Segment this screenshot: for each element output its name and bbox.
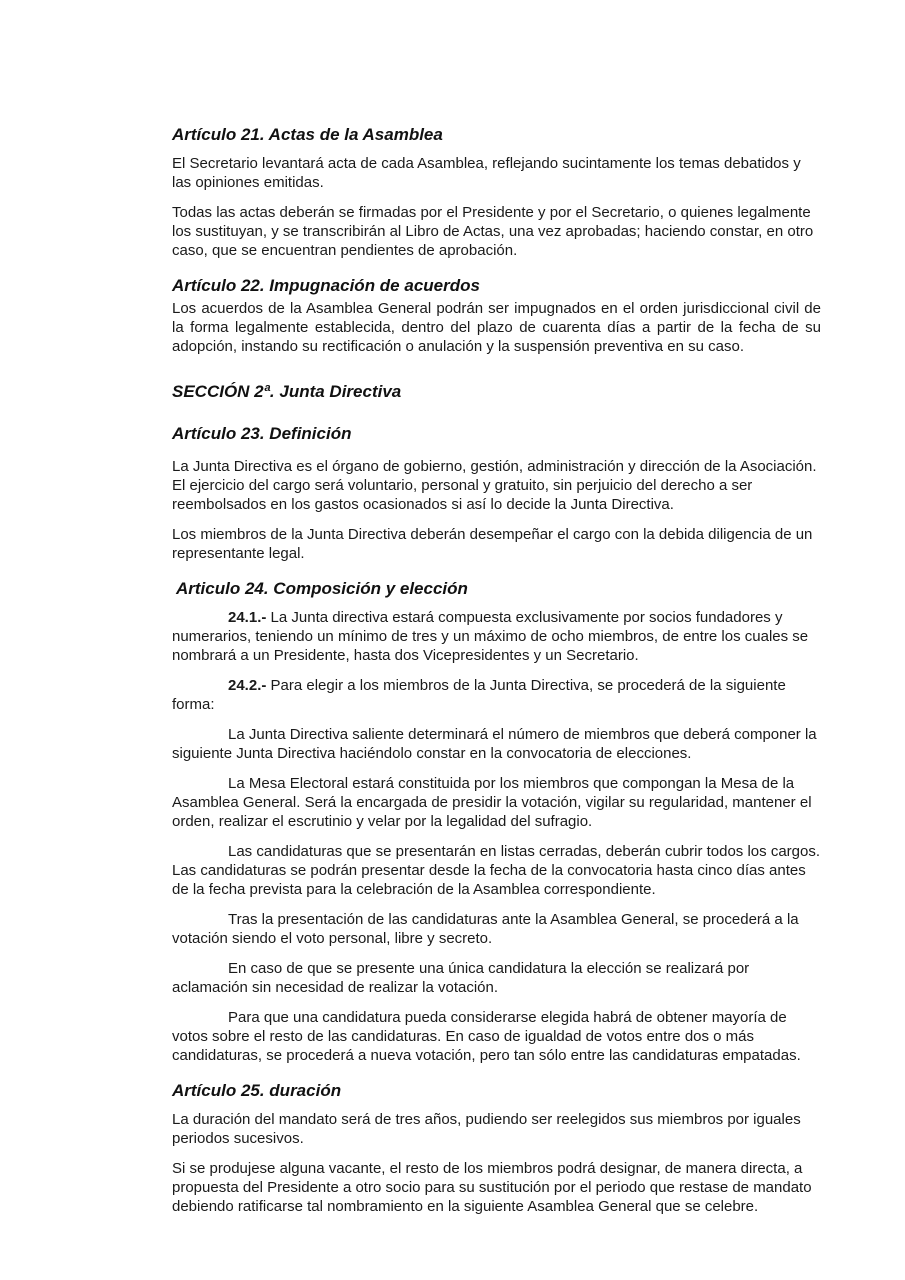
para-vacante-sustitucion: Si se produjese alguna vacante, el resto de los miembros podrá designar, de manera directa, a propuesta del Presidente a otro socio para su sustitución por el periodo que restase de mandato debiendo ratificarse tal nombramiento en la siguiente Asamblea General que se celebre.: [172, 1160, 812, 1215]
para-diligencia-representante: Los miembros de la Junta Directiva deberán desempeñar el cargo con la debida diligencia de un representante legal.: [172, 526, 813, 562]
heading-articulo-24: Articulo 24. Composición y elección: [176, 579, 468, 598]
heading-articulo-22: Artículo 22. Impugnación de acuerdos: [172, 276, 480, 295]
para-definicion-junta: La Junta Directiva es el órgano de gobierno, gestión, administración y dirección de la Asociación. El ejercicio del cargo será voluntario, personal y gratuito, sin perjuicio del derecho a ser reembolsados en los gastos ocasionados si así lo decide la Junta Directiva.: [172, 458, 817, 513]
para-secretario-acta: El Secretario levantará acta de cada Asamblea, reflejando sucintamente los temas debatidos y las opiniones emitidas.: [172, 155, 801, 191]
para-mayoria-votos: Para que una candidatura pueda considerarse elegida habrá de obtener mayoría de votos sobre el resto de las candidaturas. En caso de igualdad de votos entre dos o más candidaturas, se procederá a nueva votación, pero tan sólo entre las candidaturas empatadas.: [172, 1009, 801, 1064]
para-24-2: [172, 676, 821, 714]
para-impugnacion-acuerdos: Los acuerdos de la Asamblea General podrán ser impugnados en el orden jurisdiccional civil de la forma legalmente establecida, dentro del plazo de cuarenta días a partir de la fecha de su adopción, instando su rectificación o anulación y la suspensión preventiva en su caso.: [172, 300, 821, 355]
clause-text-24-1: La Junta directiva estará compuesta exclusivamente por socios fundadores y numerarios, teniendo un mínimo de tres y un máximo de ocho miembros, de entre los cuales se nombrará a un Presidente, hasta dos Vicepresidentes y un Secretario.: [172, 609, 809, 664]
clause-text-24-2: Para elegir a los miembros de la Junta Directiva, se procederá de la siguiente forma:: [172, 677, 786, 713]
heading-articulo-23: Artículo 23. Definición: [172, 424, 352, 443]
para-candidaturas-listas: Las candidaturas que se presentarán en listas cerradas, deberán cubrir todos los cargos. Las candidaturas se podrán presentar desde la fecha de la convocatoria hasta cinco días antes de la fecha prevista para la celebración de la Asamblea correspondiente.: [172, 843, 821, 898]
para-actas-firmadas: Todas las actas deberán se firmadas por el Presidente y por el Secretario, o quienes legalmente los sustituyan, y se transcribirán al Libro de Actas, una vez aprobadas; haciendo constar, en otro caso, que se encuentran pendientes de aprobación.: [172, 204, 814, 259]
para-junta-saliente: La Junta Directiva saliente determinará el número de miembros que deberá componer la siguiente Junta Directiva haciéndolo constar en la convocatoria de elecciones.: [172, 726, 817, 762]
para-mesa-electoral: La Mesa Electoral estará constituida por los miembros que compongan la Mesa de la Asamblea General. Será la encargada de presidir la votación, vigilar su regularidad, mantener el orden, realizar el escrutinio y velar por la legalidad del sufragio.: [172, 775, 812, 830]
para-unica-candidatura: En caso de que se presente una única candidatura la elección se realizará por aclamación sin necesidad de realizar la votación.: [172, 960, 750, 996]
heading-articulo-21: Artículo 21. Actas de la Asamblea: [172, 125, 443, 144]
document-content: [172, 124, 821, 1227]
heading-articulo-25: Artículo 25. duración: [172, 1081, 342, 1100]
clause-number-24-2: 24.2.-: [228, 677, 267, 694]
para-24-1: [172, 608, 821, 665]
heading-seccion-2: SECCIÓN 2ª. Junta Directiva: [172, 382, 402, 401]
clause-number-24-1: 24.1.-: [228, 609, 267, 626]
para-presentacion-candidaturas: Tras la presentación de las candidaturas ante la Asamblea General, se procederá a la votación siendo el voto personal, libre y secreto.: [172, 911, 799, 947]
para-duracion-mandato: La duración del mandato será de tres años, pudiendo ser reelegidos sus miembros por iguales periodos sucesivos.: [172, 1111, 801, 1147]
